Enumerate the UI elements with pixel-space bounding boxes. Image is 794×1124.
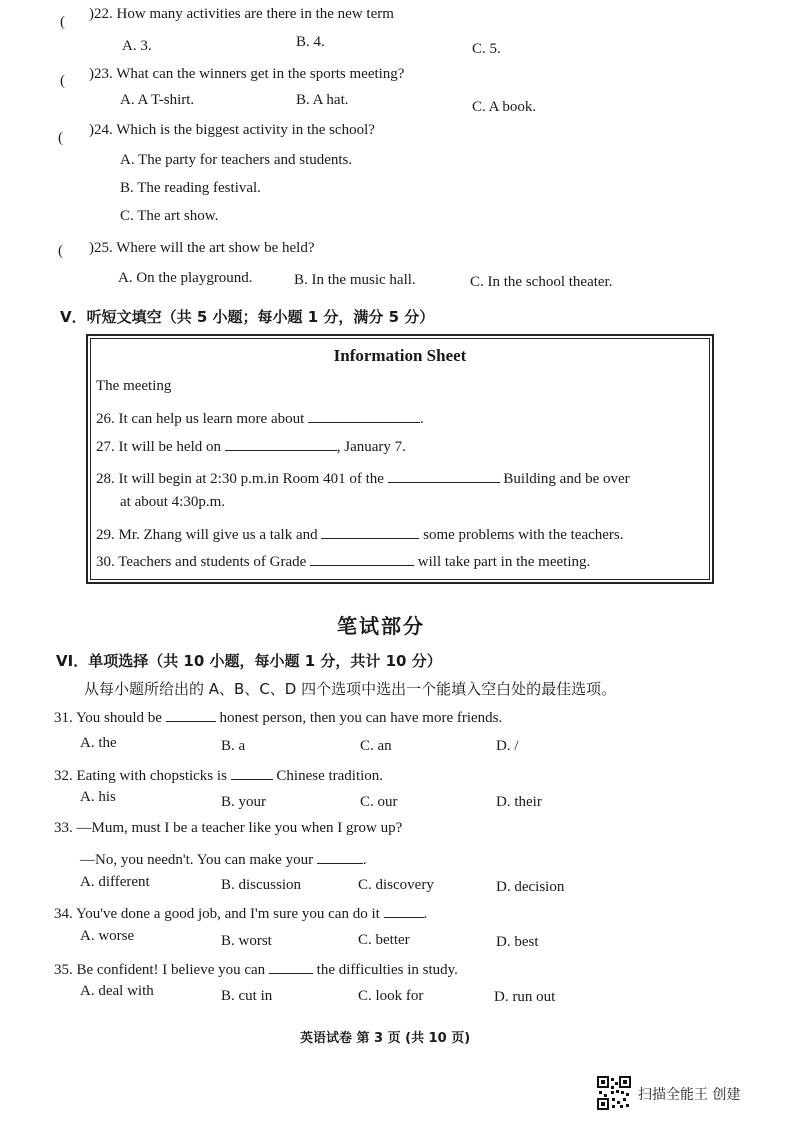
option-b: B. In the music hall. <box>294 272 416 288</box>
qr-code-icon <box>597 1076 631 1110</box>
answer-paren: ( <box>60 14 65 30</box>
line-text: 26. It can help us learn more about <box>96 411 305 427</box>
option-d: D. run out <box>494 989 556 1005</box>
option-c: C. our <box>360 794 398 810</box>
option-c: C. 5. <box>472 41 501 57</box>
stem-text: . <box>423 906 428 922</box>
stem-text: 35. Be confident! I believe you can <box>54 962 266 978</box>
question-text: )24. Which is the biggest activity in the school? <box>89 122 375 138</box>
question-text: )25. Where will the art show be held? <box>89 240 315 256</box>
section-5-heading: V．听短文填空（共 5 小题；每小题 1 分，满分 5 分） <box>60 308 435 326</box>
stem-text: 31. You should be <box>54 710 162 726</box>
fill-line-29 <box>96 524 624 544</box>
section-6-instruction: 从每小题所给出的 A、B、C、D 四个选项中选出一个能填入空白处的最佳选项。 <box>84 680 617 698</box>
line-text: 30. Teachers and students of Grade <box>96 554 307 570</box>
option-b: B. cut in <box>221 988 273 1004</box>
question-text: )22. How many activities are there in the new term <box>89 6 394 22</box>
section-6-heading: VI．单项选择（共 10 小题，每小题 1 分，共计 10 分） <box>56 652 442 670</box>
line-text: 28. It will begin at 2:30 p.m.in Room 401 of the <box>96 471 384 487</box>
answer-blank[interactable] <box>225 436 337 451</box>
option-c: C. an <box>360 738 392 754</box>
page-footer: 英语试卷 第 3 页 (共 10 页) <box>300 1031 471 1046</box>
option-c: C. A book. <box>472 99 537 115</box>
line-text: some problems with the teachers. <box>423 527 624 543</box>
question-stem <box>54 707 502 727</box>
question-text: )23. What can the winners get in the sports meeting? <box>89 66 405 82</box>
answer-blank[interactable] <box>269 959 313 974</box>
line-text: will take part in the meeting. <box>417 554 591 570</box>
stem-text: 32. Eating with chopsticks is <box>54 768 227 784</box>
option-b: B. discussion <box>221 877 302 893</box>
option-b: B. your <box>221 794 266 810</box>
question-stem <box>54 959 458 979</box>
answer-blank[interactable] <box>310 551 414 566</box>
option-b: B. A hat. <box>296 92 349 108</box>
information-sheet-title: Information Sheet <box>333 346 467 365</box>
option-c: C. look for <box>358 988 424 1004</box>
line-text: 29. Mr. Zhang will give us a talk and <box>96 527 318 543</box>
option-a: A. the <box>80 735 117 751</box>
answer-blank[interactable] <box>317 849 363 864</box>
stem-text: —No, you needn't. You can make your <box>80 852 314 868</box>
option-b: B. 4. <box>296 34 325 50</box>
meeting-subtitle: The meeting <box>96 378 172 394</box>
fill-line-28 <box>96 468 630 488</box>
option-c: C. better <box>358 932 410 948</box>
option-b: B. worst <box>221 933 272 949</box>
stem-text: Chinese tradition. <box>276 768 384 784</box>
option-c: C. In the school theater. <box>470 274 613 290</box>
stem-text: the difficulties in study. <box>316 962 458 978</box>
line-text: 27. It will be held on <box>96 439 221 455</box>
fill-line-30 <box>96 551 590 571</box>
option-a: A. worse <box>80 928 135 944</box>
answer-blank[interactable] <box>321 524 419 539</box>
scanner-watermark: 扫描全能王 创建 <box>638 1087 741 1103</box>
answer-blank[interactable] <box>166 707 216 722</box>
line-text: . <box>420 411 424 427</box>
fill-line-27 <box>96 436 406 456</box>
option-a: A. his <box>80 789 116 805</box>
option-c: C. discovery <box>358 877 434 893</box>
answer-blank[interactable] <box>384 903 424 918</box>
question-stem: 33. —Mum, must I be a teacher like you when I grow up? <box>54 820 403 836</box>
written-part-title: 笔试部分 <box>337 614 425 638</box>
option-a: A. deal with <box>80 983 154 999</box>
information-sheet-box <box>86 334 714 584</box>
stem-text: . <box>362 852 367 868</box>
answer-blank[interactable] <box>388 468 500 483</box>
option-a: A. On the playground. <box>118 270 253 286</box>
answer-paren: ( <box>60 73 65 89</box>
option-b: B. The reading festival. <box>120 180 261 196</box>
answer-paren: ( <box>58 130 63 146</box>
question-stem <box>54 903 427 923</box>
fill-line-26 <box>96 408 424 428</box>
answer-blank[interactable] <box>231 765 273 780</box>
fill-line-28-cont: at about 4:30p.m. <box>120 494 225 510</box>
option-a: A. different <box>80 874 150 890</box>
question-stem-line-2 <box>80 849 367 869</box>
option-b: B. a <box>221 738 246 754</box>
answer-blank[interactable] <box>308 408 420 423</box>
option-a: A. 3. <box>122 38 152 54</box>
option-a: A. The party for teachers and students. <box>120 152 353 168</box>
option-a: A. A T-shirt. <box>120 92 195 108</box>
option-d: D. decision <box>496 879 565 895</box>
answer-paren: ( <box>58 243 63 259</box>
option-d: D. their <box>496 794 542 810</box>
option-d: D. best <box>496 934 539 950</box>
option-c: C. The art show. <box>120 208 219 224</box>
stem-text: honest person, then you can have more friends. <box>219 710 503 726</box>
stem-text: 34. You've done a good job, and I'm sure you can do it <box>54 906 380 922</box>
question-stem <box>54 765 383 785</box>
option-d: D. / <box>496 738 519 754</box>
line-text: Building and be over <box>503 471 630 487</box>
line-text: , January 7. <box>336 439 406 455</box>
